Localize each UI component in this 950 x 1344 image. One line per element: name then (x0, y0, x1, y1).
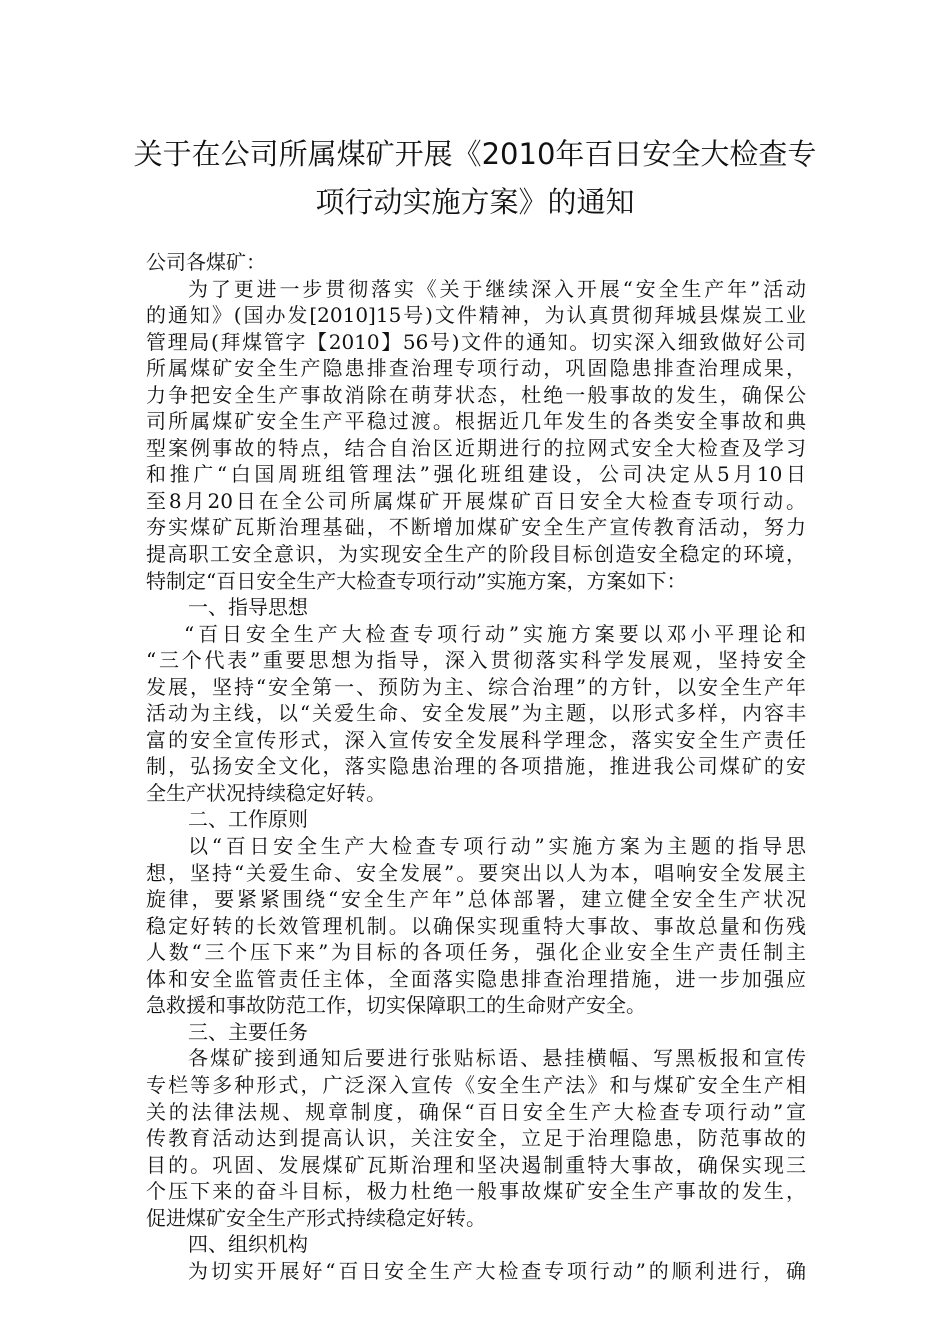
body-line: 个压下来的奋斗目标，极力杜绝一般事故煤矿安全生产事故的发生， (146, 1179, 806, 1204)
body-line: 司所属煤矿安全生产平稳过渡。根据近几年发生的各类安全事故和典 (146, 409, 806, 434)
body-line: 夯实煤矿瓦斯治理基础，不断增加煤矿安全生产宣传教育活动，努力 (146, 515, 806, 540)
body-line: 体和安全监管责任主体，全面落实隐患排查治理措施，进一步加强应 (146, 966, 806, 991)
body-line: 专栏等多种形式，广泛深入宣传《安全生产法》和与煤矿安全生产相 (146, 1072, 806, 1097)
body-line: 为切实开展好“百日安全生产大检查专项行动”的顺利进行，确 (188, 1258, 806, 1283)
body-line: 以“百日安全生产大检查专项行动”实施方案为主题的指导思 (188, 834, 806, 859)
body-line: 稳定好转的长效管理机制。以确保实现重特大事故、事故总量和伤残 (146, 913, 806, 938)
body-line: 提高职工安全意识，为实现安全生产的阶段目标创造安全稳定的环境， (146, 542, 806, 567)
body-line: 想，坚持“关爱生命、安全发展”。要突出以人为本，唱响安全发展主 (146, 860, 806, 885)
body-line: 制，弘扬安全文化，落实隐患治理的各项措施，推进我公司煤矿的安 (146, 754, 806, 779)
body-line: 促进煤矿安全生产形式持续稳定好转。 (146, 1205, 486, 1230)
body-line: “三个代表”重要思想为指导，深入贯彻落实科学发展观，坚持安全 (146, 648, 806, 673)
section-heading: 三、主要任务 (188, 1019, 308, 1044)
body-line: 型案例事故的特点，结合自治区近期进行的拉网式安全大检查及学习 (146, 435, 806, 460)
body-line: 活动为主线，以“关爱生命、安全发展”为主题，以形式多样，内容丰 (146, 701, 806, 726)
salutation: 公司各煤矿： (146, 250, 266, 274)
body-line: 和推广“白国周班组管理法”强化班组建设，公司决定从5月10日 (146, 462, 806, 487)
body-line: 各煤矿接到通知后要进行张贴标语、悬挂横幅、写黑板报和宣传 (188, 1046, 806, 1071)
section-heading: 四、组织机构 (188, 1232, 308, 1257)
body-line: 传教育活动达到提高认识，关注安全，立足于治理隐患，防范事故的 (146, 1126, 806, 1151)
body-line: 发展，坚持“安全第一、预防为主、综合治理”的方针，以安全生产年 (146, 674, 806, 699)
body-line: 目的。巩固、发展煤矿瓦斯治理和坚决遏制重特大事故，确保实现三 (146, 1152, 806, 1177)
body-line: “百日安全生产大检查专项行动”实施方案要以邓小平理论和 (184, 621, 806, 646)
body-line: 至8月20日在全公司所属煤矿开展煤矿百日安全大检查专项行动。 (146, 488, 806, 513)
body-line: 的通知》(国办发[2010]15号)文件精神，为认真贯彻拜城县煤炭工业 (146, 303, 806, 328)
body-line: 旋律，要紧紧围绕“安全生产年”总体部署，建立健全安全生产状况 (146, 887, 806, 912)
section-heading: 一、指导思想 (188, 595, 308, 620)
body-line: 力争把安全生产事故消除在萌芽状态，杜绝一般事故的发生，确保公 (146, 382, 806, 407)
document-title-line-2: 项行动实施方案》的通知 (315, 185, 635, 219)
body-line: 关的法律法规、规章制度，确保“百日安全生产大检查专项行动”宣 (146, 1099, 806, 1124)
body-line: 富的安全宣传形式，深入宣传安全发展科学理念，落实安全生产责任 (146, 727, 806, 752)
body-line: 全生产状况持续稳定好转。 (146, 780, 386, 805)
body-line: 特制定“百日安全生产大检查专项行动”实施方案，方案如下： (146, 568, 687, 593)
body-line: 急救援和事故防范工作，切实保障职工的生命财产安全。 (146, 993, 646, 1018)
body-line: 人数“三个压下来”为目标的各项任务，强化企业安全生产责任制主 (146, 940, 806, 965)
section-heading: 二、工作原则 (188, 807, 308, 832)
body-line: 所属煤矿安全生产隐患排查治理专项行动，巩固隐患排查治理成果， (146, 356, 806, 381)
body-line: 为了更进一步贯彻落实《关于继续深入开展“安全生产年”活动 (188, 276, 806, 301)
body-line: 管理局(拜煤管字【2010】56号)文件的通知。切实深入细致做好公司 (146, 329, 806, 354)
document-title-line-1: 关于在公司所属煤矿开展《2010年百日安全大检查专 (133, 137, 817, 171)
document-body (146, 249, 806, 1284)
